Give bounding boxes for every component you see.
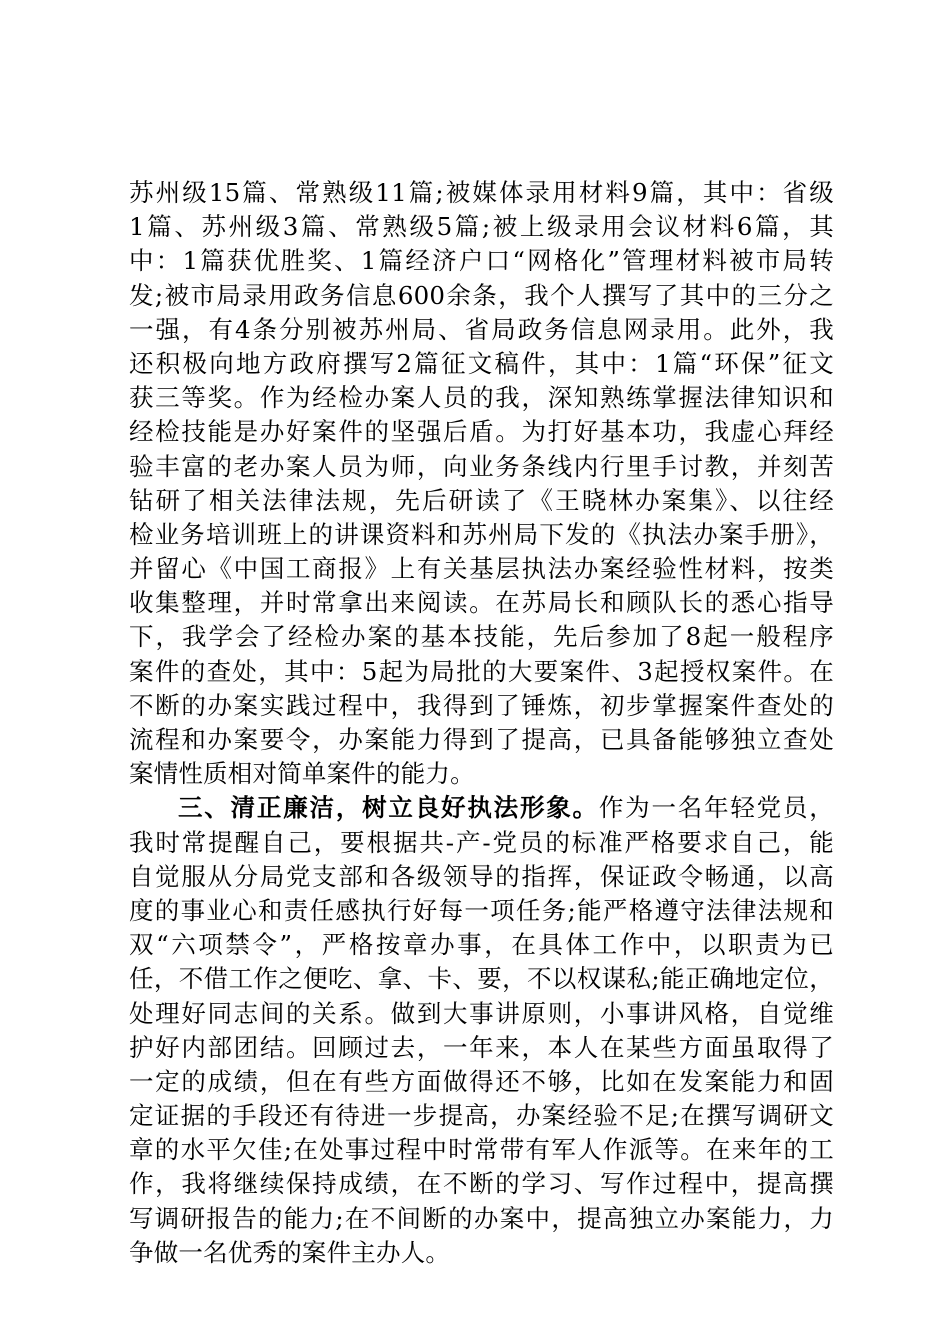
section-3 (129, 791, 834, 1270)
paragraph-1 (129, 176, 834, 791)
text-line: 经检技能是办好案件的坚强后盾。为打好基本功，我虚心拜经 (129, 417, 834, 447)
text-line: 获三等奖。作为经检办案人员的我，深知熟练掌握法律知识和 (129, 383, 834, 413)
section-heading: 三、清正廉洁，树立良好执法形象。 (178, 793, 599, 823)
text-line: 下，我学会了经检办案的基本技能，先后参加了8起一般程序 (129, 622, 834, 652)
text-line: 中：1篇获优胜奖、1篇经济户口“网格化”管理材料被市局转 (129, 246, 834, 276)
text-line: 双“六项禁令”，严格按章办事，在具体工作中，以职责为已 (129, 930, 834, 960)
text-line: 定证据的手段还有待进一步提高，办案经验不足;在撰写调研文 (129, 1101, 834, 1131)
text-line: 作，我将继续保持成绩，在不断的学习、写作过程中，提高撰 (129, 1169, 834, 1199)
text-line: 验丰富的老办案人员为师，向业务条线内行里手讨教，并刻苦 (129, 451, 834, 481)
text-line: 度的事业心和责任感执行好每一项任务;能严格遵守法律法规和 (129, 895, 834, 925)
text-line: 案件的查处，其中：5起为局批的大要案件、3起授权案件。在 (129, 656, 834, 686)
text-line: 案情性质相对简单案件的能力。 (129, 759, 475, 789)
text-line: 处理好同志间的关系。做到大事讲原则，小事讲风格，自觉维 (129, 998, 834, 1028)
section-3-first-line-text: 作为一名年轻党员， (598, 793, 834, 823)
text-line: 自觉服从分局党支部和各级领导的指挥，保证政令畅通，以高 (129, 861, 834, 891)
text-line: 并留心《中国工商报》上有关基层执法办案经验性材料，按类 (129, 554, 834, 584)
text-line: 还积极向地方政府撰写2篇征文稿件，其中：1篇“环保”征文 (129, 348, 834, 378)
text-line: 不断的办案实践过程中，我得到了锤炼，初步掌握案件查处的 (129, 690, 834, 720)
text-line: 章的水平欠佳;在处事过程中时常带有军人作派等。在来年的工 (129, 1135, 834, 1165)
text-line: 我时常提醒自己，要根据共-产-党员的标准严格要求自己，能 (129, 827, 834, 857)
text-line: 收集整理，并时常拿出来阅读。在苏局长和顾队长的悉心指导 (129, 588, 834, 618)
text-line: 检业务培训班上的讲课资料和苏州局下发的《执法办案手册》， (129, 519, 834, 549)
text-line: 争做一名优秀的案件主办人。 (129, 1237, 451, 1267)
text-line: 一定的成绩，但在有些方面做得还不够，比如在发案能力和固 (129, 1066, 834, 1096)
section-3-first-line (129, 791, 834, 825)
document-page (129, 176, 834, 1270)
text-line: 苏州级15篇、常熟级11篇;被媒体录用材料9篇，其中：省级 (129, 178, 834, 207)
text-line: 发;被市局录用政务信息600余条，我个人撰写了其中的三分之 (129, 280, 834, 310)
text-line: 护好内部团结。回顾过去，一年来，本人在某些方面虽取得了 (129, 1032, 834, 1062)
text-line: 1篇、苏州级3篇、常熟级5篇;被上级录用会议材料6篇，其 (129, 212, 834, 242)
text-line: 写调研报告的能力;在不间断的办案中，提高独立办案能力，力 (129, 1203, 834, 1233)
text-line: 流程和办案要令，办案能力得到了提高，已具备能够独立查处 (129, 725, 834, 754)
text-line: 钻研了相关法律法规，先后研读了《王晓林办案集》、以往经 (129, 485, 834, 515)
text-line: 任，不借工作之便吃、拿、卡、要，不以权谋私;能正确地定位， (129, 964, 834, 994)
text-line: 一强，有4条分别被苏州局、省局政务信息网录用。此外，我 (129, 314, 834, 344)
